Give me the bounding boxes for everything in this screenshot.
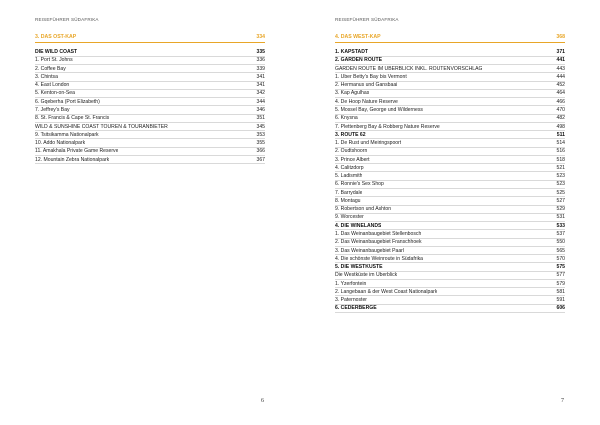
toc-entry-row[interactable] [335,181,565,189]
toc-chapter-row[interactable] [335,131,565,139]
toc-entry-page: 464 [556,90,565,97]
toc-entry-page: 335 [256,49,265,56]
toc-entry-page: 355 [256,140,265,147]
toc-entry-label: 6. Knysna [335,115,358,122]
toc-entry-label: 4. East London [35,82,70,89]
toc-entry-page: 550 [556,239,565,246]
toc-entry-row[interactable] [35,131,265,139]
toc-entry-label: 3. Chintsa [35,73,58,80]
toc-entry-row[interactable] [35,106,265,114]
toc-entry-label: 2. GARDEN ROUTE [335,57,382,64]
toc-entry-label: 11. Amakhala Private Game Reserve [35,148,119,155]
toc-entry-row[interactable] [35,65,265,73]
toc-entry-page: 529 [556,206,565,213]
toc-chapter-row[interactable] [335,222,565,230]
toc-entry-row[interactable] [35,148,265,156]
toc-entry-page: 511 [556,131,565,138]
toc-entry-page: 591 [556,297,565,304]
toc-entry-row[interactable] [335,280,565,288]
toc-entry-list [35,49,265,165]
toc-entry-page: 514 [556,140,565,147]
toc-entry-label: 9. Robertson und Ashton [335,206,392,213]
toc-entry-label: 2. Coffee Bay [35,65,66,72]
toc-entry-page: 452 [556,82,565,89]
toc-entry-page: 533 [556,222,565,229]
toc-entry-label: 2. Langebaan & der West Coast Nationalpark [335,288,438,295]
toc-entry-row[interactable] [335,123,565,131]
toc-entry-page: 470 [556,106,565,113]
section-page-number: 334 [256,34,265,40]
toc-entry-row[interactable] [335,296,565,304]
page-number-right: 7 [561,398,564,404]
toc-entry-label: 6. Gqeberha (Port Elizabeth) [35,98,100,105]
toc-entry-row[interactable] [335,288,565,296]
toc-left [35,33,265,164]
toc-entry-row[interactable] [335,189,565,197]
toc-entry-label: 7. Barrydale [335,189,363,196]
toc-entry-page: 443 [556,65,565,72]
toc-entry-page: 342 [256,90,265,97]
toc-entry-row[interactable] [35,123,265,131]
toc-entry-row[interactable] [335,172,565,180]
toc-entry-label: 7. Jeffrey's Bay [35,106,70,113]
right-page [300,0,600,425]
running-head-left: REISEFÜHRER SÜDAFRIKA [35,17,99,22]
toc-entry-label: 8. Montagu [335,197,361,204]
toc-entry-row[interactable] [35,57,265,65]
toc-entry-page: 441 [556,57,565,64]
toc-entry-row[interactable] [335,272,565,280]
toc-entry-row[interactable] [335,106,565,114]
toc-entry-page: 577 [556,272,565,279]
running-head-right: REISEFÜHRER SÜDAFRIKA [335,17,399,22]
toc-entry-page: 336 [256,57,265,64]
toc-entry-label: DIE WILD COAST [35,49,78,56]
toc-entry-page: 466 [556,98,565,105]
toc-entry-label: 4. Die schönste Weinroute in Südafrika [335,255,423,262]
toc-entry-label: 9. Tsitsikamma Nationalpark [35,131,99,138]
toc-entry-label: 3. Das Weinanbaugebiet Paarl [335,247,404,254]
toc-chapter-row[interactable] [35,49,265,57]
toc-entry-label: 4. Calitzdorp [335,164,364,171]
toc-entry-label: 4. De Hoop Nature Reserve [335,98,398,105]
toc-entry-label: 1. Yzerfontein [335,280,367,287]
toc-entry-label: 2. Oudtshoorn [335,148,368,155]
toc-entry-page: 575 [556,264,565,271]
toc-entry-row[interactable] [35,98,265,106]
toc-entry-row[interactable] [335,82,565,90]
toc-entry-label: 3. Paternoster [335,297,367,304]
toc-entry-label: GARDEN ROUTE IM ÜBERBLICK INKL. ROUTENVORSCHLAG [335,65,483,72]
toc-entry-page: 346 [256,106,265,113]
toc-entry-page: 531 [556,214,565,221]
toc-entry-page: 525 [556,189,565,196]
toc-entry-page: 366 [256,148,265,155]
toc-entry-page: 339 [256,65,265,72]
toc-entry-label: 8. St. Francis & Cape St. Francis [35,115,110,122]
toc-entry-page: 523 [556,173,565,180]
toc-entry-page: 341 [256,82,265,89]
toc-entry-row[interactable] [335,239,565,247]
toc-entry-list [335,49,565,314]
toc-entry-row[interactable] [335,214,565,222]
toc-entry-page: 351 [256,115,265,122]
toc-entry-label: 5. Kenton-on-Sea [35,90,75,97]
toc-entry-row[interactable] [335,148,565,156]
toc-entry-page: 444 [556,73,565,80]
toc-entry-row[interactable] [335,65,565,73]
toc-entry-row[interactable] [335,255,565,263]
toc-entry-label: 7. Plettenberg Bay & Robberg Nature Reserve [335,123,440,130]
toc-entry-page: 570 [556,255,565,262]
toc-entry-label: 6. CEDERBERGE [335,305,377,312]
toc-chapter-row[interactable] [335,57,565,65]
toc-entry-label: Die Westküste im Überblick [335,272,398,279]
toc-entry-label: 2. Das Weinanbaugebiet Franschhoek [335,239,422,246]
section-page-number: 368 [556,34,565,40]
toc-entry-row[interactable] [35,115,265,123]
toc-entry-row[interactable] [335,206,565,214]
toc-entry-label: 1. Über Betty's Bay bis Vermont [335,73,407,80]
toc-entry-row[interactable] [35,73,265,81]
toc-entry-row[interactable] [335,139,565,147]
toc-entry-page: 482 [556,115,565,122]
toc-entry-page: 565 [556,247,565,254]
toc-entry-row[interactable] [335,156,565,164]
toc-entry-page: 537 [556,230,565,237]
toc-entry-row[interactable] [35,156,265,164]
toc-entry-label: 2. Hermanus und Gansbaai [335,82,398,89]
toc-entry-label: 4. DIE WINELANDS [335,222,382,229]
toc-entry-label: 5. Mossel Bay, George und Wilderness [335,106,423,113]
toc-entry-page: 345 [256,123,265,130]
toc-entry-page: 498 [556,123,565,130]
toc-entry-row[interactable] [335,73,565,81]
toc-entry-row[interactable] [335,230,565,238]
toc-entry-page: 344 [256,98,265,105]
toc-entry-page: 581 [556,288,565,295]
toc-entry-page: 341 [256,73,265,80]
toc-entry-label: 12. Mountain Zebra Nationalpark [35,156,110,163]
section-title: 3. DAS OST-KAP [35,34,77,40]
toc-entry-page: 521 [556,164,565,171]
page-number-left: 6 [261,398,264,404]
toc-entry-page: 516 [556,148,565,155]
toc-chapter-row[interactable] [335,263,565,271]
toc-entry-page: 606 [556,305,565,312]
toc-entry-page: 353 [256,131,265,138]
toc-entry-page: 579 [556,280,565,287]
toc-entry-label: WILD & SUNSHINE COAST TOUREN & TOURANBIETER [35,123,168,130]
toc-entry-page: 523 [556,181,565,188]
toc-chapter-row[interactable] [335,49,565,57]
toc-entry-page: 518 [556,156,565,163]
toc-entry-row[interactable] [35,82,265,90]
toc-entry-label: 1. Port St. Johns [35,57,73,64]
toc-entry-label: 5. Ladismith [335,173,363,180]
section-heading-ost-kap[interactable] [35,33,265,43]
toc-entry-row[interactable] [35,90,265,98]
toc-entry-row[interactable] [35,139,265,147]
toc-entry-label: 10. Addo Nationalpark [35,140,86,147]
toc-entry-label: 5. DIE WESTKÜSTE [335,264,383,271]
toc-entry-label: 1. KAPSTADT [335,49,369,56]
toc-entry-label: 9. Worcester [335,214,364,221]
toc-entry-row[interactable] [335,98,565,106]
toc-entry-row[interactable] [335,115,565,123]
toc-entry-label: 3. Kap Agulhas [335,90,370,97]
toc-entry-label: 1. Das Weinanbaugebiet Stellenbosch [335,230,422,237]
toc-entry-page: 371 [556,49,565,56]
toc-entry-row[interactable] [335,90,565,98]
toc-right [335,33,565,313]
toc-entry-label: 3. ROUTE 62 [335,131,366,138]
toc-entry-label: 3. Prince Albert [335,156,370,163]
section-heading-west-kap[interactable] [335,33,565,43]
toc-entry-page: 527 [556,197,565,204]
toc-entry-row[interactable] [335,247,565,255]
toc-entry-label: 1. De Rust und Meiringspoort [335,140,402,147]
toc-entry-page: 367 [256,156,265,163]
toc-entry-label: 6. Ronnie's Sex Shop [335,181,384,188]
section-title: 4. DAS WEST-KAP [335,34,381,40]
toc-entry-row[interactable] [335,197,565,205]
toc-chapter-row[interactable] [335,305,565,313]
toc-entry-row[interactable] [335,164,565,172]
